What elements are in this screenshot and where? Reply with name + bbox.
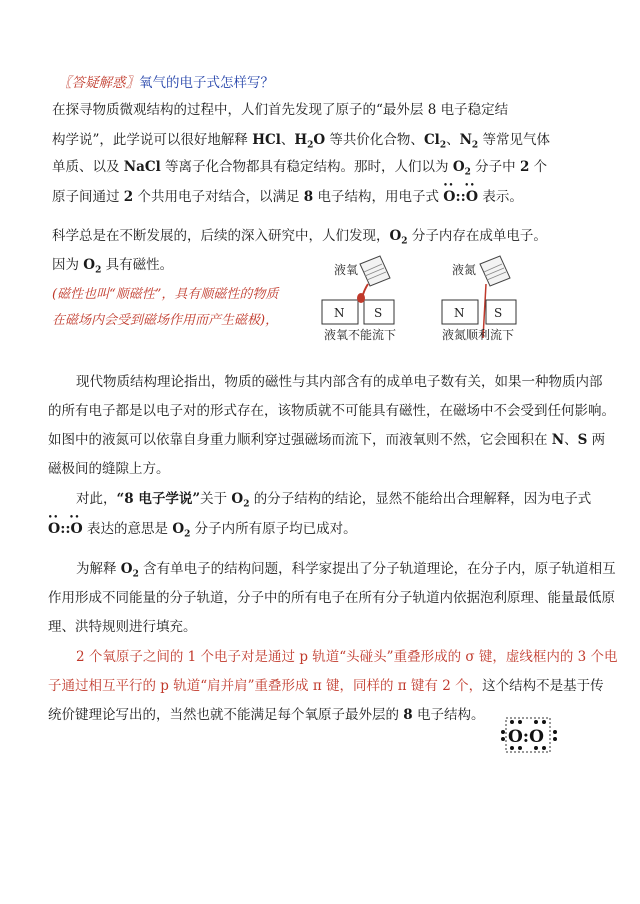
o2-structure-text: O:O [508,727,544,747]
lewis-o2-formula [443,180,479,206]
text: 对此， [76,491,117,507]
lewis-o2-formula [48,512,83,538]
text: 具有磁性。 [101,257,174,273]
text: 个 [529,159,548,175]
electron-dot [518,720,522,724]
p5-line2: 作用形成不同能量的分子轨道，分子中的所有电子在所有分子轨道内依据泡利原理、能量最低原 [48,590,615,606]
text: 关于 [200,491,232,507]
magnetism-note-line1: (磁性也叫“顺磁性”，具有顺磁性的物质 [52,287,279,302]
text: O [452,159,465,175]
right-s-label: S [494,306,503,320]
p3-line4: 磁极间的缝隙上方。 [48,461,170,477]
number: 8 [303,189,314,205]
text: 两 [587,432,606,448]
subscript: 2 [307,140,314,151]
right-beaker-icon [480,256,510,338]
text: 等离子化合物都具有稳定结构。那时，人们以为 [160,159,453,175]
heading-bracket: 〖答疑解惑〗 [58,75,139,91]
text: 如图中的液氮可以依靠自身重力顺利穿过强磁场而流下，而液氧则不然，它会囤积在 [48,432,552,448]
p3-line3 [48,431,605,449]
left-s-label: S [374,306,383,320]
p3-line1: 现代物质结构理论指出，物质的磁性与其内部含有的成单电子数有关，如果一种物质内部 [76,374,603,390]
text: 因为 [52,257,84,273]
theory-name: “8 电子学说” [116,491,201,507]
electron-dot [534,720,538,724]
heading [58,74,274,92]
left-caption: 液氧不能流下 [324,328,397,342]
pole-n: N [551,432,565,448]
text: O [172,521,185,537]
text: 分子内所有原子均已成对。 [190,521,357,537]
lone-pair-dots: •• •• [443,180,476,189]
subscript: 2 [401,236,408,247]
text: 等常见气体 [478,132,550,148]
p4-line1 [76,490,591,508]
text: 、 [446,132,460,148]
left-beaker-icon [360,256,390,298]
text: 分子内存在成单电子。 [407,228,547,244]
lone-pair-dots: •• •• [48,512,81,521]
text: 原子间通过 [52,189,124,205]
trapped-oxygen-blob [357,293,365,303]
p5-line3: 理、洪特规则进行填充。 [48,619,197,635]
text: Cl [423,132,440,148]
subscript: 2 [184,529,191,540]
number: 2 [123,189,134,205]
electron-dot [553,737,557,741]
magnet-diagram-svg [318,250,528,342]
text: O [120,561,133,577]
electron-dot [553,730,557,734]
formula-o2 [120,561,139,580]
p5-line1 [76,560,616,578]
formula-o2 [172,521,191,540]
text: 个共用电子对结合，以满足 [133,189,304,205]
p2-line1 [52,227,547,245]
formula-hcl: HCl [252,132,281,148]
text: 表示。 [478,189,523,205]
p1-line2 [52,131,550,149]
text: 电子结构，用电子式 [313,189,444,205]
text: 统价键理论写出的，当然也就不能满足每个氧原子最外层的 [48,707,404,723]
subscript: 2 [439,140,447,151]
subscript: 2 [464,167,471,178]
electron-dot [510,720,514,724]
formula-o2 [231,491,250,510]
text: O [231,491,244,507]
text: 分子中 [470,159,520,175]
text: 电子结构。 [412,707,485,723]
o2-orbital-structure [500,712,560,762]
right-caption: 液氮顺利流下 [442,328,515,342]
magnetism-note-line2: 在磁场内会受到磁场作用而产生磁极)， [52,313,279,328]
subscript: 2 [95,265,102,276]
formula-o2 [389,228,408,247]
p3-line2: 的所有电子都是以电子对的形式存在，该物质就不可能具有磁性，在磁场中不会受到任何影响。 [48,403,615,419]
heading-question: 氧气的电子式怎样写？ [139,75,274,91]
text: 含有单电子的结构问题，科学家提出了分子轨道理论，在分子内，原子轨道相互 [138,561,616,577]
electron-dot [542,720,546,724]
formula-nacl: NaCl [123,159,161,175]
right-liquid-label: 液氮 [452,263,477,277]
text: 子通过相互平行的 p 轨道“肩并肩”重叠形成 π 键，同样的 π 键有 2 个， [48,678,483,694]
p2-line2 [52,256,173,274]
text: 、 [564,432,578,448]
right-n-label: N [454,306,465,320]
text: O [313,132,326,148]
p1-line1: 在探寻物质微观结构的过程中，人们首先发现了原子的“最外层 8 电子稳定结 [52,102,509,118]
formula-cl2 [423,132,447,151]
p1-line3 [52,158,547,176]
text: N [459,132,472,148]
o2-structure-svg [500,712,560,758]
subscript: 2 [471,140,479,151]
text: O [389,228,402,244]
electron-dot [501,730,505,734]
text: 科学总是在不断发展的，后续的深入研究中，人们发现， [52,228,390,244]
electron-dot [501,737,505,741]
text: 单质、以及 [52,159,124,175]
number: 8 [403,707,413,723]
text: 、 [280,132,295,148]
formula-o2 [83,257,102,276]
number: 2 [519,159,530,175]
left-n-label: N [334,306,345,320]
text: 这个结构不是基于传 [482,678,604,694]
text: O [83,257,96,273]
text: 等共价化合物、 [325,132,424,148]
formula-n2 [459,132,479,151]
formula-o2 [452,159,471,178]
p6-line2 [48,677,604,695]
left-liquid-label: 液氧 [334,263,359,277]
text: 的分子结构的结论，显然不能给出合理解释，因为电子式 [249,491,592,507]
text: 为解释 [76,561,121,577]
p4-line2 [48,512,357,540]
text: 构学说”，此学说可以很好地解释 [52,132,253,148]
lewis-text: O::O [443,189,479,205]
text: H [294,132,308,148]
p6-line1: 2 个氧原子之间的 1 个电子对是通过 p 轨道“头碰头”重叠形成的 σ 键，虚线框内的 3 个电 [76,649,618,665]
p1-line4 [52,180,523,206]
subscript: 2 [132,569,139,580]
lewis-text: O::O [48,521,83,537]
magnet-experiment-diagram [318,250,528,346]
text: 表达的意思是 [82,521,173,537]
formula-h2o [294,132,326,151]
subscript: 2 [243,499,250,510]
pole-s: S [577,432,588,448]
p6-line3 [48,706,485,724]
